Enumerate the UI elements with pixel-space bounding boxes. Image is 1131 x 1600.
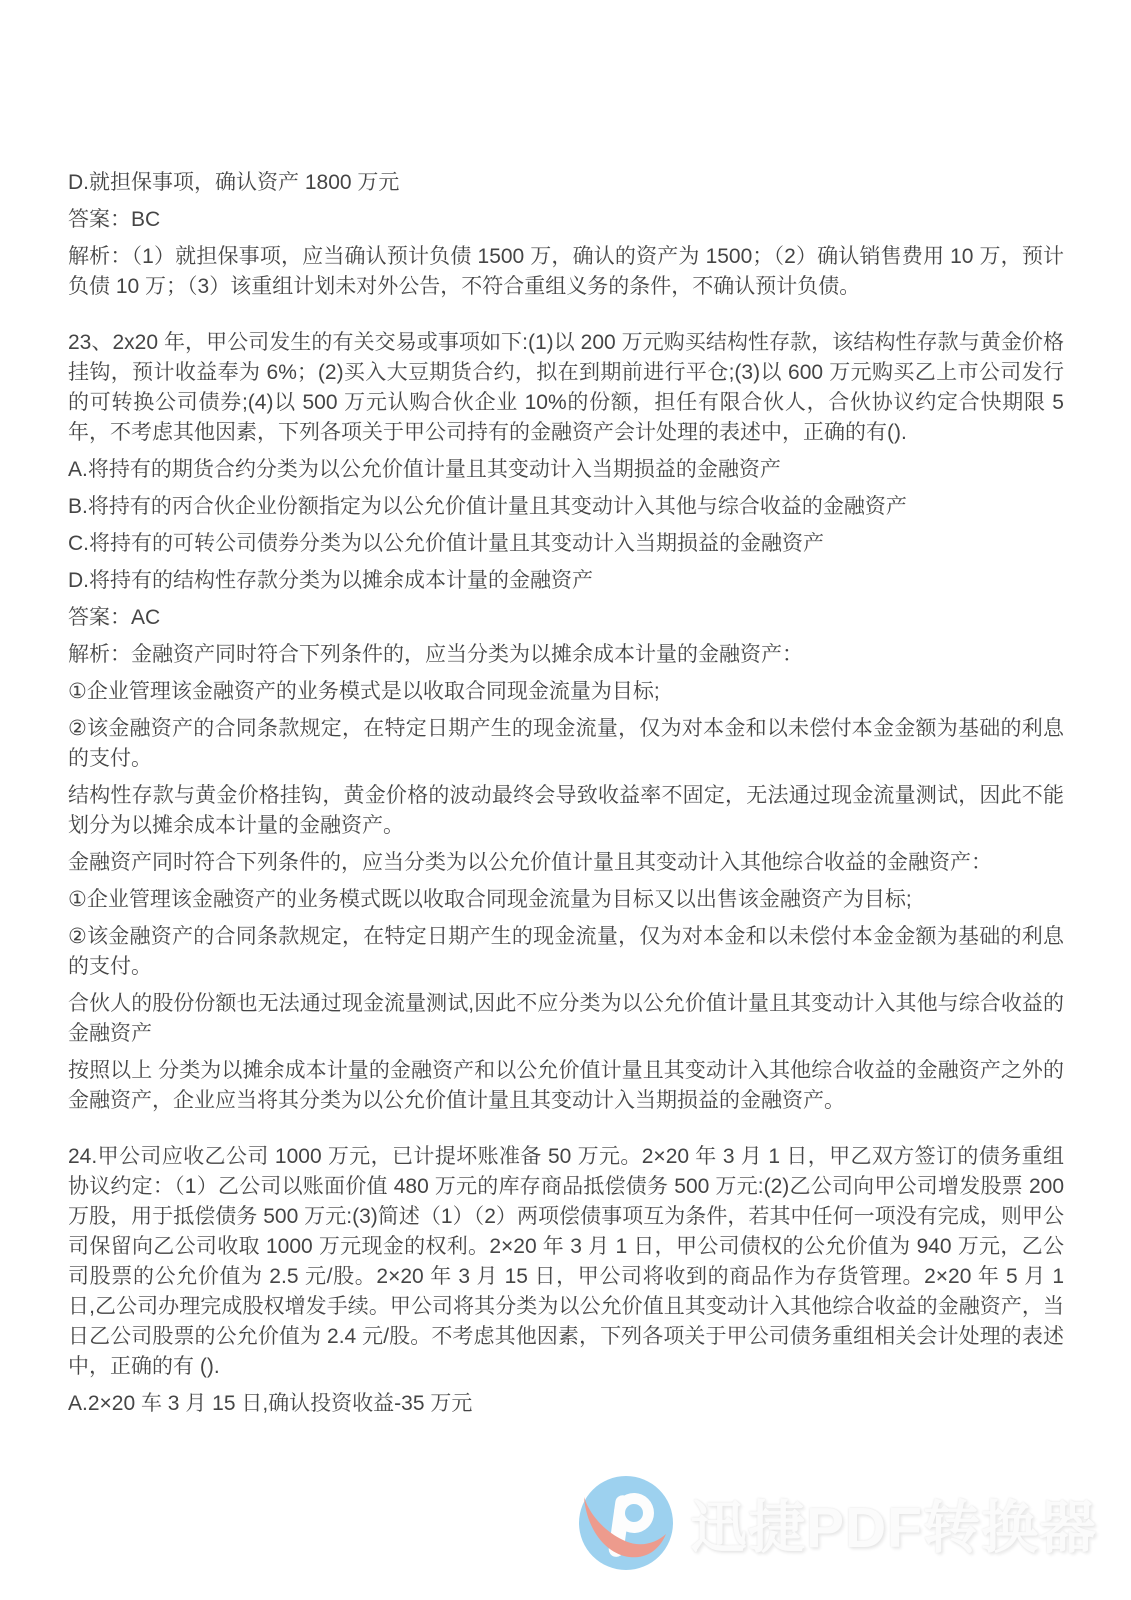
q22-option-d: D.就担保事项，确认资产 1800 万元 — [68, 171, 400, 194]
q23-option-a: A.将持有的期货合约分类为以公允价值计量且其变动计入当期损益的金融资产 — [68, 458, 781, 481]
q24-stem: 24.甲公司应收乙公司 1000 万元，已计提坏账准备 50 万元。2×20 年 3 月 1 日，甲乙双方签订的债务重组协议约定：（1）乙公司以账面价值 480 万元的库存商品抵偿债务 500 万元:(2)乙公司向甲公司增发股票 200 万股，用于抵偿债务 500 万元:(3)简述（1）（2）两项偿债事项互为条件，若其中任何一项没有完成，则甲公司保留向乙公司收取 1000 万元现金的权利。2×20 年 3 月 1 日，甲公司债权的公允价值为 940 万元，乙公司股票的公允价值为 2.5 元/股。2×20 年 3 月 15 日，甲公司将收到的商品作为存货管理。2×20 年 5 月 1 日,乙公司办理完成股权增发手续。甲公司将其分类为以公允价值且其变动计入其他综合收益的金融资产，当日乙公司股票的公允价值为 2.4 元/股。不考虑其他因素，下列各项关于甲公司债务重组相关会计处理的表述中，正确的有 (). — [68, 1145, 1064, 1378]
q23-analysis-fvoci-condition-1: ①企业管理该金融资产的业务模式既以收取合同现金流量为目标又以出售该金融资产为目标; — [68, 888, 912, 911]
q23-stem: 23、2x20 年，甲公司发生的有关交易或事项如下:(1)以 200 万元购买结构性存款，该结构性存款与黄金价格挂钩，预计收益奉为 6%；(2)买入大豆期货合约，拟在到期前进行平仓;(3)以 600 万元购买乙上市公司发行的可转换公司债券;(4)以 500 万元认购合伙企业 10%的份额，担任有限合伙人，合伙协议约定合快期限 5 年，不考虑其他因素，下列各项关于甲公司持有的金融资产会计处理的表述中，正确的有(). — [68, 331, 1064, 444]
pdf-converter-brand-text: 迅捷PDF转换器 — [690, 1496, 1097, 1560]
q23-analysis-conclusion: 按照以上 分类为以摊余成本计量的金融资产和以公允价值计量且其变动计入其他综合收益的金融资产之外的金融资产，企业应当将其分类为以公允价值计量且其变动计入当期损益的金融资产。 — [68, 1059, 1064, 1112]
q23-analysis-condition-2: ②该金融资产的合同条款规定，在特定日期产生的现金流量，仅为对本金和以未偿付本金金额为基础的利息的支付。 — [68, 717, 1064, 770]
q23-option-b: B.将持有的丙合伙企业份额指定为以公允价值计量且其变动计入其他与综合收益的金融资产 — [68, 495, 907, 518]
q23-analysis-fvoci-intro: 金融资产同时符合下列条件的，应当分类为以公允价值计量且其变动计入其他综合收益的金融资产： — [68, 851, 992, 874]
q24-option-a: A.2×20 车 3 月 15 日,确认投资收益-35 万元 — [68, 1392, 473, 1415]
q23-analysis-fvoci-condition-2: ②该金融资产的合同条款规定，在特定日期产生的现金流量，仅为对本金和以未偿付本金金额为基础的利息的支付。 — [68, 925, 1064, 978]
q23-analysis-partnership-share: 合伙人的股份份额也无法通过现金流量测试,因此不应分类为以公允价值计量且其变动计入其他与综合收益的金融资产 — [68, 992, 1064, 1045]
q22-analysis: 解析：（1）就担保事项，应当确认预计负债 1500 万，确认的资产为 1500；（2）确认销售费用 10 万，预计负债 10 万；（3）该重组计划未对外公告，不符合重组义务的条件，不确认预计负债。 — [68, 245, 1064, 298]
q22-answer: 答案：BC — [68, 208, 161, 231]
q23-analysis-structured-deposit: 结构性存款与黄金价格挂钩，黄金价格的波动最终会导致收益率不固定，无法通过现金流量测试，因此不能划分为以摊余成本计量的金融资产。 — [68, 784, 1064, 837]
pdf-converter-logo-icon — [576, 1473, 676, 1573]
pdf-converter-watermark — [576, 1468, 1096, 1578]
q23-analysis-condition-1: ①企业管理该金融资产的业务模式是以收取合同现金流量为目标; — [68, 680, 660, 703]
q23-option-d: D.将持有的结构性存款分类为以摊余成本计量的金融资产 — [68, 569, 593, 592]
q23-option-c: C.将持有的可转公司债券分类为以公允价值计量且其变动计入当期损益的金融资产 — [68, 532, 824, 555]
q23-answer: 答案：AC — [68, 606, 161, 629]
document-body — [68, 168, 1064, 1426]
q23-analysis-intro: 解析：金融资产同时符合下列条件的，应当分类为以摊余成本计量的金融资产： — [68, 643, 803, 666]
